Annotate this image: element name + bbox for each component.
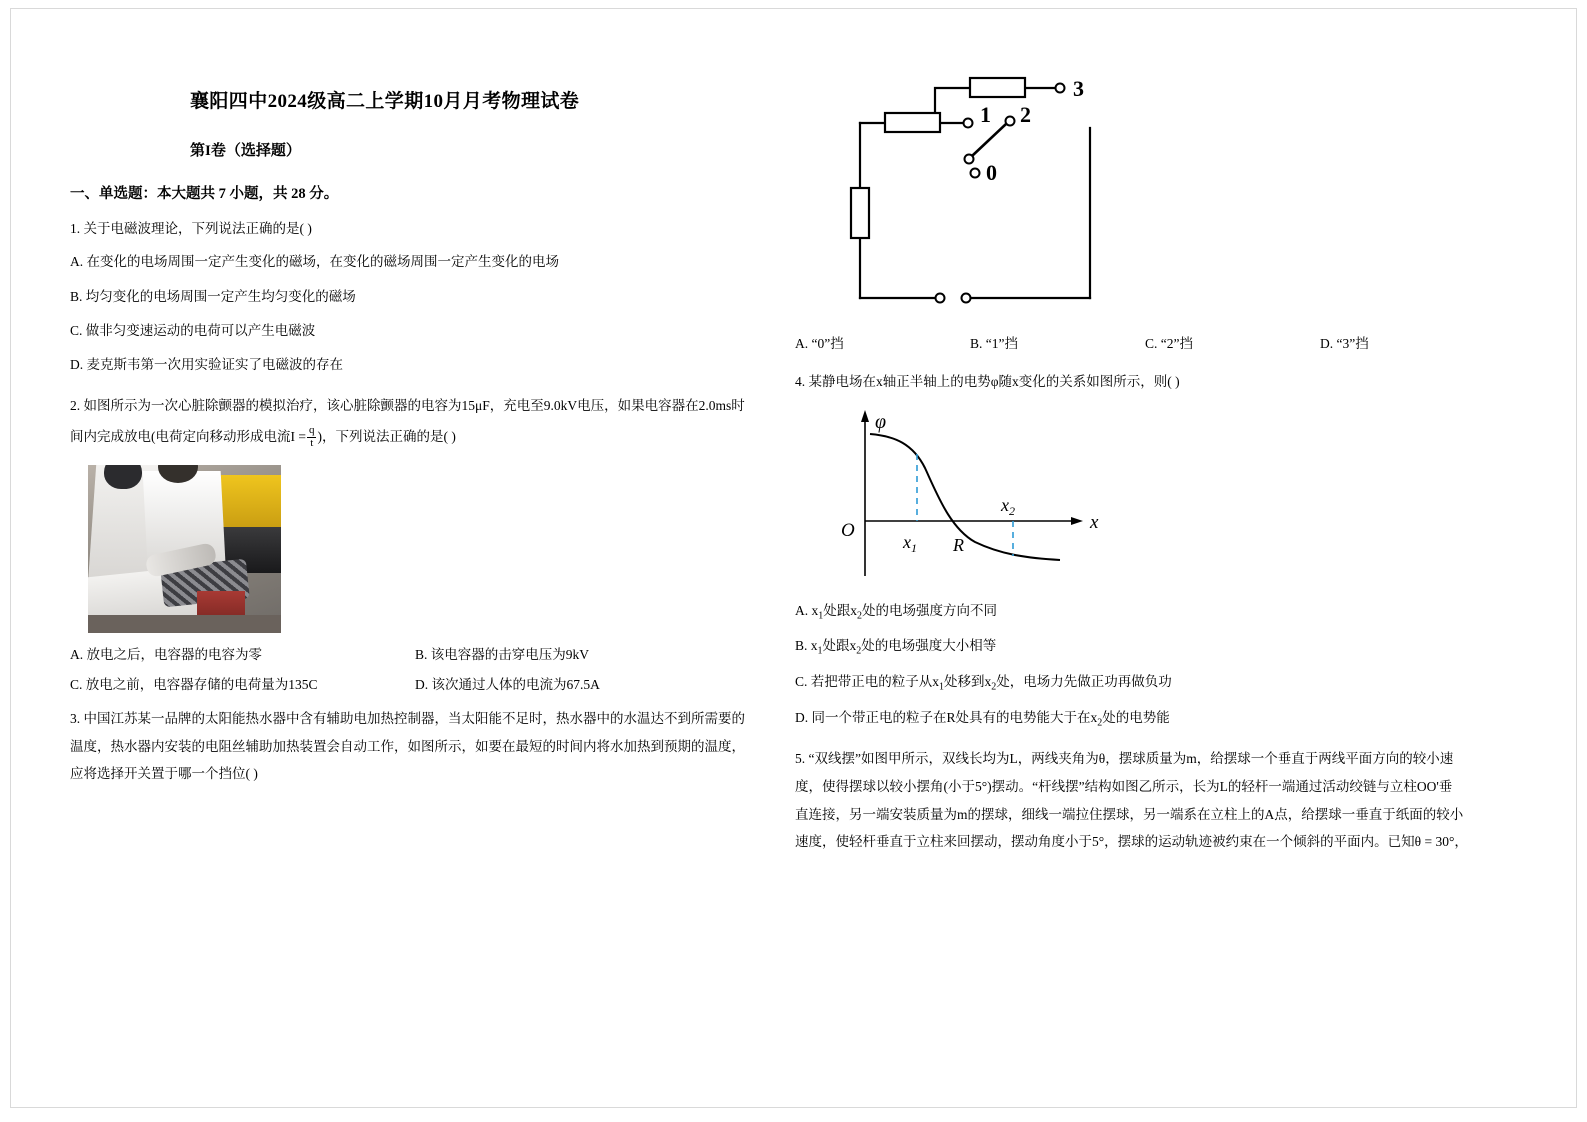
x-axis-arrow <box>1071 517 1083 525</box>
question-3-option-a: A. “0”挡 <box>795 336 844 351</box>
question-1-option-b: B. 均匀变化的电场周围一定产生均匀变化的磁场 <box>70 288 356 304</box>
question-3-stem-line3: 应将选择开关置于哪一个挡位( ) <box>70 766 258 782</box>
question-1-stem: 1. 关于电磁波理论，下列说法正确的是( ) <box>70 220 312 236</box>
question-3-option-d: D. “3”挡 <box>1320 336 1369 351</box>
bottom-switch-right <box>962 294 971 303</box>
question-4-option-a: A. $x_1$处跟$x_2$处的电场强度方向不同 <box>795 602 997 622</box>
question-2-option-a: A. 放电之后，电容器的电容为零 <box>70 646 262 662</box>
right-column <box>795 60 1495 856</box>
contact-0 <box>971 169 980 178</box>
question-3-options <box>795 332 1495 352</box>
circuit-diagram <box>820 68 1240 318</box>
circuit-label-3: 3 <box>1073 76 1084 101</box>
question-4-option-d: D. 同一个带正电的粒子在R处具有的电势能大于在$x_2$处的电势能 <box>795 709 1170 729</box>
graph-origin-label: O <box>841 519 855 541</box>
potential-curve <box>870 434 1060 560</box>
contact-1 <box>964 119 973 128</box>
circuit-label-0: 0 <box>986 160 997 185</box>
graph-R-label: R <box>953 534 964 555</box>
question-3-stem-line2: 温度，热水器内安装的电阻丝辅助加热装置会自动工作，如图所示，如要在最短的时间内将水加热到预期的温度， <box>70 738 745 754</box>
selector-switch-blade <box>972 124 1006 156</box>
graph-y-label: φ <box>875 410 887 433</box>
question-1-option-c: C. 做非匀变速运动的电荷可以产生电磁波 <box>70 322 316 338</box>
bottom-switch-left <box>936 294 945 303</box>
question-1-option-a: A. 在变化的电场周围一定产生变化的磁场，在变化的磁场周围一定产生变化的电场 <box>70 254 559 270</box>
question-2-formula-lhs: I = <box>290 429 306 445</box>
graph-x-label: x <box>1090 511 1099 533</box>
formula-numerator: q <box>308 424 315 437</box>
defibrillator-photo <box>88 465 281 633</box>
photo-machine-yellow <box>221 475 281 529</box>
question-5-stem-line3: 直连接，另一端安装质量为m的摆球，细线一端拉住摆球，另一端系在立柱上的A点，给摆球一垂直于纸面的较小 <box>795 806 1464 822</box>
question-3-option-c: C. “2”挡 <box>1145 336 1193 351</box>
resistor-3 <box>970 78 1025 97</box>
question-2-stem-line1: 2. 如图所示为一次心脏除颤器的模拟治疗，该心脏除颤器的电容为15μF，充电至9.0kV电压，如果电容器在2.0ms时 <box>70 397 745 413</box>
resistor-2 <box>885 113 940 132</box>
question-4-stem: 4. 某静电场在x轴正半轴上的电势φ随x变化的关系如图所示，则( ) <box>795 374 1180 389</box>
question-2-option-b: B. 该电容器的击穿电压为9kV <box>415 646 590 662</box>
circuit-label-2: 2 <box>1020 102 1031 127</box>
page-title: 襄阳四中2024级高二上学期10月月考物理试卷 <box>190 91 580 112</box>
resistor-main <box>851 188 869 238</box>
y-axis-arrow <box>861 410 869 422</box>
question-2-stem-post: )，下列说法正确的是( ) <box>317 429 456 445</box>
circuit-label-1: 1 <box>980 102 991 127</box>
current-formula-fraction <box>307 425 317 449</box>
question-2-options-row-2 <box>70 673 760 693</box>
contact-3 <box>1056 84 1065 93</box>
question-2-stem-line2 <box>70 423 760 451</box>
circuit-svg <box>820 68 1240 318</box>
paper-part-heading: 第I卷（选择题） <box>190 142 301 159</box>
question-3-option-b: B. “1”挡 <box>970 336 1018 351</box>
formula-denominator: t <box>310 436 314 449</box>
question-2-options-row-1 <box>70 643 760 663</box>
question-5-stem-line4: 速度，使轻杆垂直于立柱来回摆动，摆动角度小于5°，摆球的运动轨迹被约束在一个倾斜的平面内。已知θ = 30°， <box>795 834 1468 850</box>
photo-floor <box>88 615 281 633</box>
contact-2 <box>1006 117 1015 126</box>
question-2-stem-pre: 间内完成放电(电荷定向移动形成电流 <box>70 429 291 445</box>
left-column <box>70 60 760 788</box>
question-4-option-b: B. $x_1$处跟$x_2$处的电场强度大小相等 <box>795 638 997 658</box>
graph-x2-label: $x_2$ <box>1001 494 1015 518</box>
question-1-option-d: D. 麦克斯韦第一次用实验证实了电磁波的存在 <box>70 357 343 373</box>
potential-vs-x-graph <box>825 406 1155 591</box>
graph-svg <box>825 406 1155 591</box>
question-4-option-c: C. 若把带正电的粒子从$x_1$处移到$x_2$处，电场力先做正功再做负功 <box>795 674 1172 693</box>
question-2-option-c: C. 放电之前，电容器存储的电荷量为135C <box>70 676 318 692</box>
question-5-stem-line1: 5. “双线摆”如图甲所示，双线长均为L，两线夹角为θ，摆球质量为m，给摆球一个垂直于两线平面方向的较小速 <box>795 751 1454 767</box>
question-3-stem-line1: 3. 中国江苏某一品牌的太阳能热水器中含有辅助电加热控制器，当太阳能不足时，热水器中的水温达不到所需要的 <box>70 710 745 726</box>
question-5-stem-line2: 度，使得摆球以较小摆角(小于5°)摆动。“杆线摆”结构如图乙所示，长为L的轻杆一端通过活动绞链与立柱OO'垂 <box>795 779 1453 795</box>
graph-x1-label: $x_1$ <box>903 531 917 555</box>
section-heading: 一、单选题：本大题共 7 小题，共 28 分。 <box>70 185 339 202</box>
contact-pivot <box>965 155 974 164</box>
question-2-option-d: D. 该次通过人体的电流为67.5A <box>415 676 600 692</box>
